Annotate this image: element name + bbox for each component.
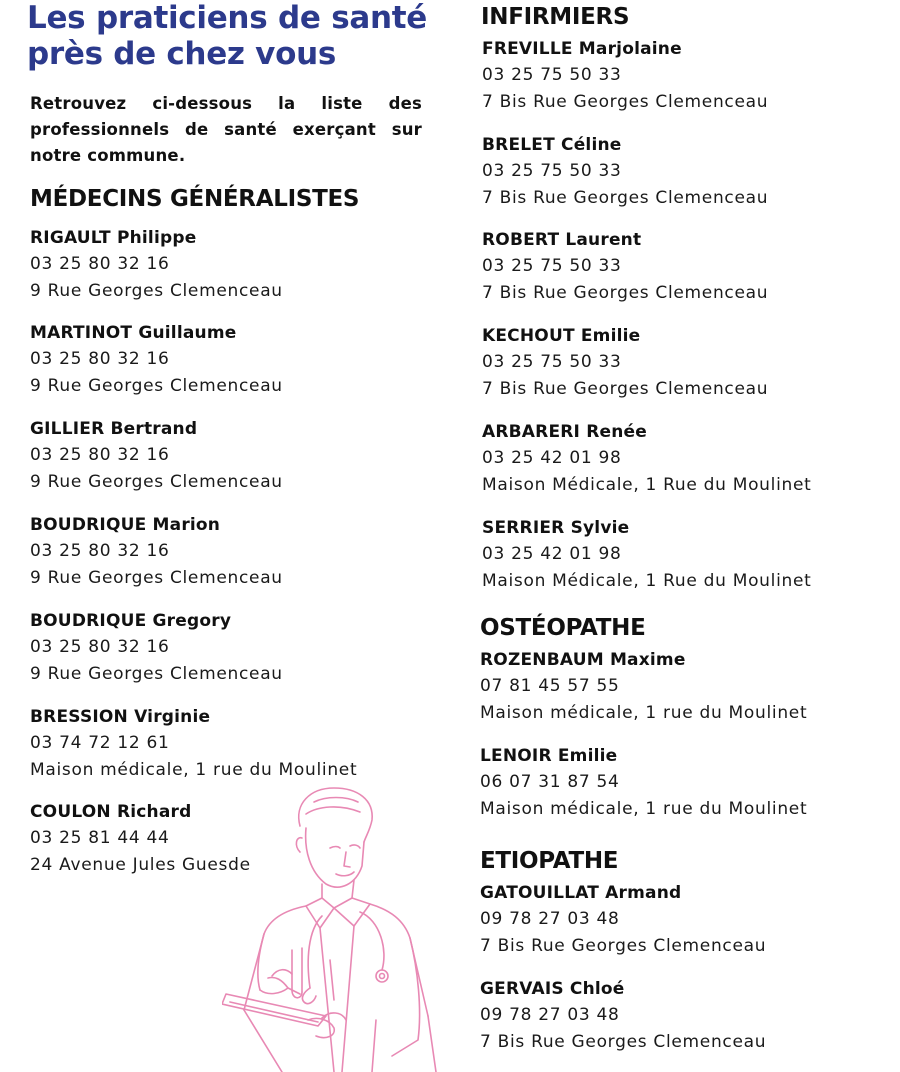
- practitioner-address: 9 Rue Georges Clemenceau: [30, 567, 283, 588]
- list-item: [480, 647, 807, 726]
- practitioner-address: 9 Rue Georges Clemenceau: [30, 280, 283, 301]
- practitioner-address: 7 Bis Rue Georges Clemenceau: [482, 187, 769, 208]
- title-line-1: Les praticiens de santé: [27, 0, 427, 36]
- practitioner-phone: 03 25 42 01 98: [482, 544, 622, 564]
- list-item: [482, 132, 768, 211]
- list-item: [482, 323, 768, 402]
- section-heading-medecins: MÉDECINS GÉNÉRALISTES: [30, 186, 360, 212]
- section-heading-infirmiers: INFIRMIERS: [481, 4, 630, 30]
- practitioner-address: 9 Rue Georges Clemenceau: [30, 471, 283, 492]
- list-item: [30, 225, 283, 304]
- practitioner-name: GERVAIS Chloé: [480, 979, 625, 999]
- practitioner-name: ROBERT Laurent: [482, 230, 642, 250]
- doctor-illustration-icon: [222, 780, 462, 1072]
- list-item: [30, 416, 283, 495]
- list-item: [480, 880, 766, 959]
- list-item: [482, 515, 812, 594]
- practitioner-name: GILLIER Bertrand: [30, 419, 198, 439]
- practitioner-address: 7 Bis Rue Georges Clemenceau: [482, 378, 769, 399]
- practitioner-address: Maison Médicale, 1 Rue du Moulinet: [482, 570, 812, 591]
- page-title: [27, 0, 427, 72]
- practitioner-phone: 03 25 75 50 33: [482, 161, 622, 181]
- practitioner-phone: 09 78 27 03 48: [480, 909, 620, 929]
- practitioner-address: 7 Bis Rue Georges Clemenceau: [482, 91, 769, 112]
- list-item: [480, 976, 766, 1055]
- list-item: [30, 320, 283, 399]
- practitioner-address: Maison médicale, 1 rue du Moulinet: [480, 702, 808, 723]
- list-item: [482, 227, 768, 306]
- practitioner-name: FREVILLE Marjolaine: [482, 39, 682, 59]
- practitioner-phone: 03 25 75 50 33: [482, 352, 622, 372]
- practitioner-phone: 03 25 80 32 16: [30, 637, 170, 657]
- practitioner-address: Maison médicale, 1 rue du Moulinet: [480, 798, 808, 819]
- practitioner-address: 7 Bis Rue Georges Clemenceau: [480, 1031, 767, 1052]
- practitioner-phone: 03 25 42 01 98: [482, 448, 622, 468]
- practitioner-address: Maison Médicale, 1 Rue du Moulinet: [482, 474, 812, 495]
- practitioner-phone: 03 25 80 32 16: [30, 254, 170, 274]
- practitioner-phone: 03 25 75 50 33: [482, 65, 622, 85]
- practitioner-address: 9 Rue Georges Clemenceau: [30, 663, 283, 684]
- list-item: [30, 799, 251, 878]
- practitioner-name: ARBARERI Renée: [482, 422, 647, 442]
- practitioner-phone: 03 25 75 50 33: [482, 256, 622, 276]
- practitioner-name: COULON Richard: [30, 802, 192, 822]
- list-item: [30, 608, 283, 687]
- practitioner-address: 7 Bis Rue Georges Clemenceau: [482, 282, 769, 303]
- list-item: [480, 743, 807, 822]
- section-heading-etiopathe: ETIOPATHE: [480, 848, 619, 874]
- practitioner-name: ROZENBAUM Maxime: [480, 650, 686, 670]
- practitioner-phone: 09 78 27 03 48: [480, 1005, 620, 1025]
- practitioner-phone: 03 25 81 44 44: [30, 828, 170, 848]
- list-item: [482, 36, 768, 115]
- practitioner-phone: 03 25 80 32 16: [30, 349, 170, 369]
- practitioner-name: GATOUILLAT Armand: [480, 883, 682, 903]
- practitioner-phone: 06 07 31 87 54: [480, 772, 620, 792]
- practitioner-name: BRESSION Virginie: [30, 707, 211, 727]
- intro-text: Retrouvez ci-dessous la liste des professionnels de santé exerçant sur notre commune.: [30, 94, 422, 165]
- list-item: [30, 704, 357, 783]
- practitioner-address: 24 Avenue Jules Guesde: [30, 854, 251, 875]
- list-item: [482, 419, 812, 498]
- practitioner-address: Maison médicale, 1 rue du Moulinet: [30, 759, 358, 780]
- practitioner-phone: 07 81 45 57 55: [480, 676, 620, 696]
- practitioner-phone: 03 25 80 32 16: [30, 541, 170, 561]
- practitioner-address: 9 Rue Georges Clemenceau: [30, 375, 283, 396]
- practitioner-name: LENOIR Emilie: [480, 746, 618, 766]
- practitioner-name: KECHOUT Emilie: [482, 326, 641, 346]
- title-line-2: près de chez vous: [27, 36, 336, 72]
- practitioner-phone: 03 74 72 12 61: [30, 733, 170, 753]
- practitioner-phone: 03 25 80 32 16: [30, 445, 170, 465]
- practitioner-name: BOUDRIQUE Marion: [30, 515, 221, 535]
- section-heading-osteopathe: OSTÉOPATHE: [480, 615, 646, 641]
- practitioner-name: SERRIER Sylvie: [482, 518, 630, 538]
- practitioner-address: 7 Bis Rue Georges Clemenceau: [480, 935, 767, 956]
- practitioner-name: MARTINOT Guillaume: [30, 323, 237, 343]
- list-item: [30, 512, 283, 591]
- practitioner-name: BOUDRIQUE Gregory: [30, 611, 232, 631]
- practitioner-name: BRELET Céline: [482, 135, 622, 155]
- practitioner-name: RIGAULT Philippe: [30, 228, 197, 248]
